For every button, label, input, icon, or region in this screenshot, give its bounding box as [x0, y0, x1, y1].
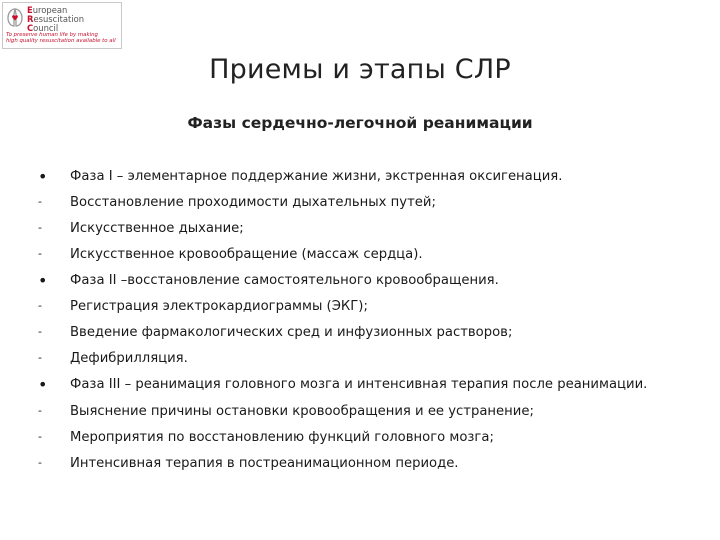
dash-marker: - — [38, 299, 42, 312]
phase-item — [38, 375, 688, 394]
step-item — [38, 402, 688, 421]
step-item — [38, 245, 688, 264]
bullet-marker: • — [38, 375, 48, 394]
item-text: Искусственное кровообращение (массаж сердца). — [70, 247, 423, 262]
erc-logo — [2, 2, 122, 49]
bullet-marker: • — [38, 271, 48, 290]
step-item — [38, 297, 688, 316]
dash-marker: - — [38, 195, 42, 208]
logo-tagline: To preserve human life by making high quality resuscitation available to all — [6, 32, 116, 45]
dash-marker: - — [38, 430, 42, 443]
step-item — [38, 349, 688, 368]
phase-list — [38, 167, 688, 480]
dash-marker: - — [38, 404, 42, 417]
item-text: Интенсивная терапия в постреанимационном периоде. — [70, 456, 459, 471]
item-text: Регистрация электрокардиограммы (ЭКГ); — [70, 299, 368, 314]
item-text: Фаза I – элементарное поддержание жизни, экстренная оксигенация. — [70, 169, 563, 184]
phase-item — [38, 271, 688, 290]
dash-marker: - — [38, 351, 42, 364]
item-text: Мероприятия по восстановлению функций головного мозга; — [70, 430, 494, 445]
dash-marker: - — [38, 221, 42, 234]
dash-marker: - — [38, 247, 42, 260]
logo-line: Resuscitation — [27, 13, 85, 24]
item-text: Введение фармакологических сред и инфузионных растворов; — [70, 325, 513, 340]
bullet-marker: • — [38, 167, 48, 186]
logo-line: European — [27, 5, 68, 15]
step-item — [38, 428, 688, 447]
heart-lungs-icon — [5, 6, 25, 30]
item-text: Дефибрилляция. — [70, 351, 188, 366]
logo-line: Council — [27, 22, 59, 33]
dash-marker: - — [38, 456, 42, 469]
step-item — [38, 323, 688, 342]
phase-item — [38, 167, 688, 186]
item-text: Выяснение причины остановки кровообращения и ее устранение; — [70, 404, 534, 419]
item-text: Восстановление проходимости дыхательных путей; — [70, 195, 436, 210]
slide-title: Приемы и этапы СЛР — [209, 54, 511, 85]
dash-marker: - — [38, 325, 42, 338]
logo-wordmark — [27, 6, 121, 32]
step-item — [38, 219, 688, 238]
item-text: Фаза III – реанимация головного мозга и интенсивная терапия после реанимации. — [70, 377, 648, 392]
item-text: Искусственное дыхание; — [70, 221, 244, 236]
slide-subtitle: Фазы сердечно-легочной реанимации — [187, 114, 533, 132]
item-text: Фаза II –восстановление самостоятельного кровообращения. — [70, 273, 499, 288]
step-item — [38, 454, 688, 473]
step-item — [38, 193, 688, 212]
